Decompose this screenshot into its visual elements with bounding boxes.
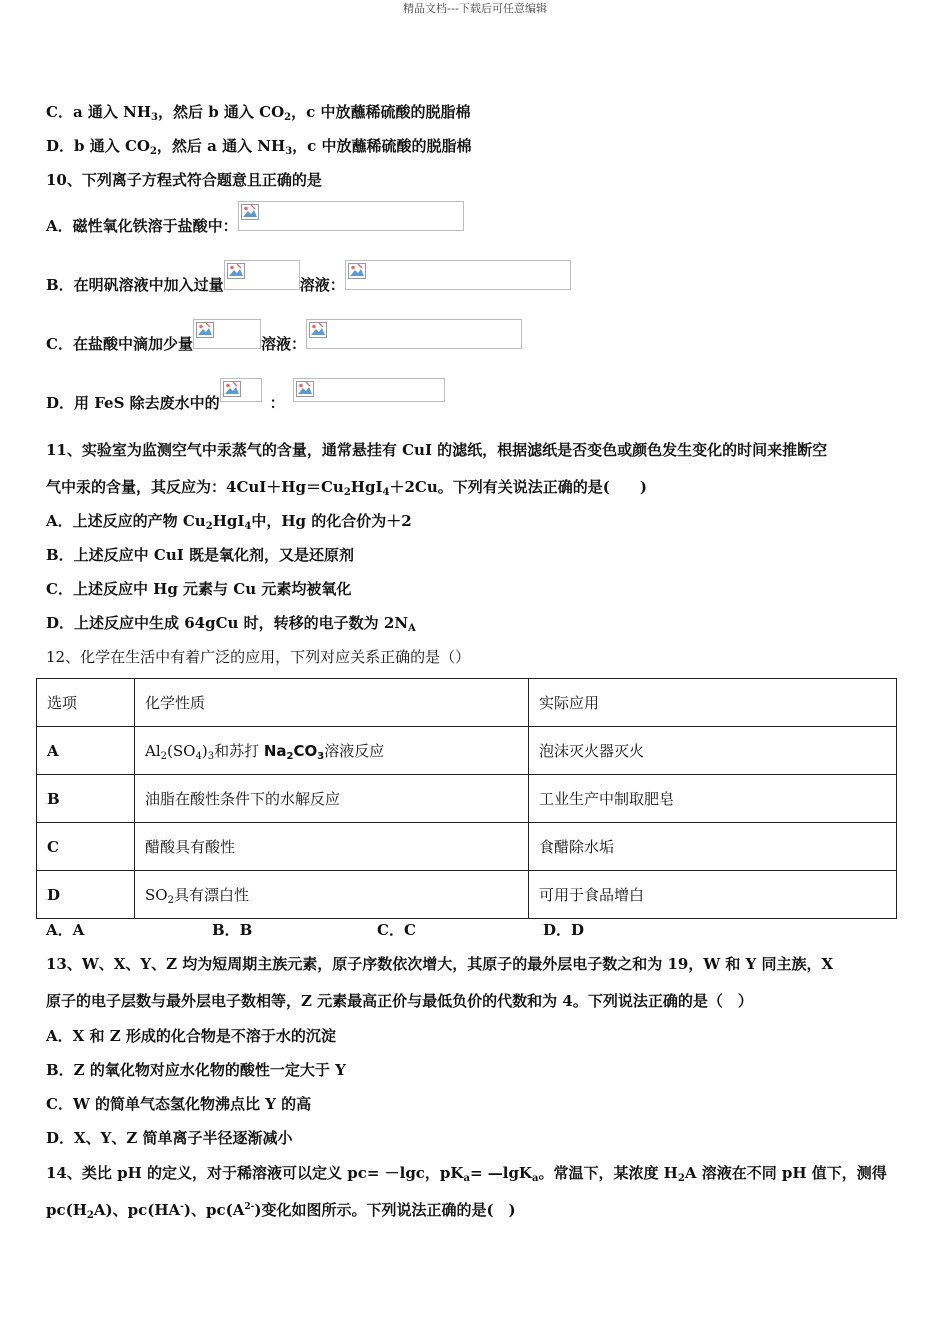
q10-option-b: B．在明矾溶液中加入过量 溶液： bbox=[46, 275, 571, 295]
table-row bbox=[37, 823, 897, 871]
table-header-cell: 实际应用 bbox=[529, 679, 897, 727]
q13-option-d: D．X、Y、Z 简单离子半径逐渐减小 bbox=[46, 1129, 293, 1147]
table-cell-option: D bbox=[37, 871, 135, 919]
q11-option-b: B．上述反应中 CuI 既是氧化剂，又是还原剂 bbox=[46, 546, 354, 564]
page-header: 精品文档---下载后可任意编辑 bbox=[403, 2, 547, 15]
broken-image-icon bbox=[241, 204, 259, 220]
formula-image-placeholder bbox=[224, 260, 300, 290]
table-cell-property: 醋酸具有酸性 bbox=[135, 823, 529, 871]
q10-option-a: A．磁性氧化铁溶于盐酸中： bbox=[46, 216, 464, 236]
broken-image-icon bbox=[227, 263, 245, 279]
table-header-cell: 选项 bbox=[37, 679, 135, 727]
broken-image-icon bbox=[196, 322, 214, 338]
equation-image-placeholder bbox=[345, 260, 571, 290]
q12-choice-d: D．D bbox=[543, 921, 585, 939]
q11-stem-line2: 气中汞的含量，其反应为：$4CuI+Hg=Cu_2HgI_4+2Cu$。下列有关说法正确的是( ) bbox=[46, 478, 647, 498]
q14-stem-line2: $pc(H_2A)$、pc(HA-)、$pc(A^{2-})$变化如图所示。下列说法正确的是( ) bbox=[46, 1201, 516, 1221]
table-cell-property: $SO_2$具有漂白性 bbox=[135, 871, 529, 919]
broken-image-icon bbox=[348, 263, 366, 279]
q12-choice-a: A．A bbox=[46, 921, 85, 939]
q9-option-d: D．b 通入 $CO_2$，然后 a 通入 $NH_3$，c 中放蘸稀硫酸的脱脂棉 bbox=[46, 137, 472, 157]
table-cell-use: 工业生产中制取肥皂 bbox=[529, 775, 897, 823]
q11-stem-line1: 11、实验室为监测空气中汞蒸气的含量，通常悬挂有 CuI 的滤纸，根据滤纸是否变色或颜色发生变化的时间来推断空 bbox=[46, 441, 828, 459]
q12-stem: 12、化学在生活中有着广泛的应用，下列对应关系正确的是（） bbox=[46, 648, 471, 666]
q13-option-c: C．W 的简单气态氢化物沸点比 Y 的高 bbox=[46, 1095, 312, 1113]
table-header-cell: 化学性质 bbox=[135, 679, 529, 727]
q10-option-c: C．在盐酸中滴加少量 溶液： bbox=[46, 334, 522, 354]
q10-option-d: D．用 FeS 除去废水中的 ： bbox=[46, 393, 445, 413]
q13-option-a: A．X 和 Z 形成的化合物是不溶于水的沉淀 bbox=[46, 1027, 336, 1045]
table-cell-option: A bbox=[37, 727, 135, 775]
table-cell-option: B bbox=[37, 775, 135, 823]
table-row bbox=[37, 775, 897, 823]
table-cell-option: C bbox=[37, 823, 135, 871]
broken-image-icon bbox=[296, 381, 314, 397]
formula-image-placeholder bbox=[193, 319, 261, 349]
table-cell-property: $Al_2(SO_4)_3$和苏打 $Na_2CO_3$溶液反应 bbox=[135, 727, 529, 775]
q14-stem-line1: 14、类比 pH 的定义，对于稀溶液可以定义 pc= －lgc，$pK_a=$ —lgK$_a$。常温下，某浓度 $H_2A$ 溶液在不同 pH 值下，测得 bbox=[46, 1164, 887, 1184]
q11-option-c: C．上述反应中 Hg 元素与 Cu 元素均被氧化 bbox=[46, 580, 352, 598]
equation-image-placeholder bbox=[238, 201, 464, 231]
table-cell-property: 油脂在酸性条件下的水解反应 bbox=[135, 775, 529, 823]
table-cell-use: 泡沫灭火器灭火 bbox=[529, 727, 897, 775]
table-cell-use: 可用于食品增白 bbox=[529, 871, 897, 919]
q9-option-c: C．a 通入 $NH_3$，然后 b 通入 $CO_2$，c 中放蘸稀硫酸的脱脂棉 bbox=[46, 103, 471, 123]
table-header-row bbox=[37, 679, 897, 727]
table-row bbox=[37, 727, 897, 775]
formula-image-placeholder bbox=[220, 378, 262, 402]
broken-image-icon bbox=[309, 322, 327, 338]
q13-stem-line2: 原子的电子层数与最外层电子数相等，Z 元素最高正价与最低负价的代数和为 4。下列说法正确的是（ ） bbox=[46, 992, 753, 1010]
equation-image-placeholder bbox=[306, 319, 522, 349]
q13-option-b: B．Z 的氧化物对应水化物的酸性一定大于 Y bbox=[46, 1061, 346, 1079]
q13-stem-line1: 13、W、X、Y、Z 均为短周期主族元素，原子序数依次增大，其原子的最外层电子数之和为 19，W 和 Y 同主族，X bbox=[46, 955, 834, 973]
table-row bbox=[37, 871, 897, 919]
q12-choice-c: C．C bbox=[377, 921, 416, 939]
equation-image-placeholder bbox=[293, 378, 445, 402]
table-cell-use: 食醋除水垢 bbox=[529, 823, 897, 871]
q11-option-a: A．上述反应的产物 $Cu_2HgI_4$中，Hg 的化合价为＋2 bbox=[46, 512, 412, 532]
broken-image-icon bbox=[223, 381, 241, 397]
q12-table bbox=[36, 678, 897, 919]
q11-option-d: D．上述反应中生成 64gCu 时，转移的电子数为 $2N_A$ bbox=[46, 614, 416, 634]
q10-stem: 10、下列离子方程式符合题意且正确的是 bbox=[46, 171, 322, 189]
q12-choice-b: B．B bbox=[212, 921, 253, 939]
